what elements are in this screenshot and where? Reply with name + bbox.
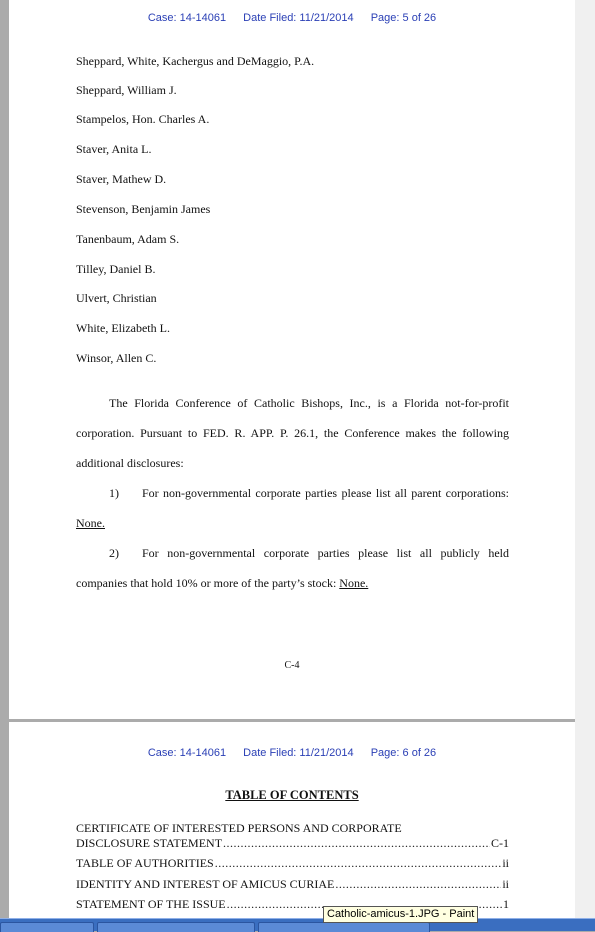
interested-person: Stampelos, Hon. Charles A. — [76, 112, 210, 126]
date-filed: Date Filed: 11/21/2014 — [243, 747, 354, 759]
date-filed: Date Filed: 11/21/2014 — [243, 12, 354, 24]
toc-entry-title: TABLE OF AUTHORITIES — [76, 856, 214, 870]
toc-leader — [215, 856, 502, 871]
item-number: 1) — [109, 486, 119, 500]
page-indicator: Page: 5 of 26 — [370, 12, 437, 24]
item-text: For non-governmental corporate parties please list all publicly held companies that hold 10% or more of the party’s stock: — [76, 546, 509, 590]
document-page-5 — [9, 0, 575, 719]
interested-person: Ulvert, Christian — [76, 291, 157, 305]
disclosure-item-1 — [76, 478, 509, 538]
toc-entry-title: STATEMENT OF THE ISSUE — [76, 897, 226, 911]
item-number: 2) — [109, 546, 119, 560]
toc-leader — [223, 836, 490, 851]
disclosure-item-2 — [76, 538, 509, 598]
interested-person: Sheppard, William J. — [76, 83, 177, 97]
case-number: Case: 14-14061 — [147, 747, 227, 759]
toc-leader — [335, 877, 501, 892]
disclosure-paragraph — [76, 388, 509, 478]
interested-person: Winsor, Allen C. — [76, 351, 157, 365]
taskbar-button[interactable] — [97, 922, 255, 932]
page-header — [9, 12, 575, 24]
toc-entry-line — [76, 821, 509, 836]
toc-entry-page: 1 — [503, 897, 509, 911]
page-indicator: Page: 6 of 26 — [370, 747, 437, 759]
window-tooltip: Catholic-amicus-1.JPG - Paint — [323, 906, 478, 923]
interested-person: Tilley, Daniel B. — [76, 262, 156, 276]
item-answer: None. — [76, 516, 105, 530]
document-page-6 — [9, 722, 575, 918]
taskbar-button[interactable] — [258, 922, 430, 932]
toc-entry-page: ii — [502, 877, 509, 891]
taskbar-button[interactable] — [0, 922, 94, 932]
case-number: Case: 14-14061 — [147, 12, 227, 24]
taskbar — [0, 918, 595, 931]
interested-person: White, Elizabeth L. — [76, 321, 170, 335]
toc-entry-title: DISCLOSURE STATEMENT — [76, 836, 223, 850]
interested-person: Staver, Anita L. — [76, 142, 152, 156]
interested-person: Sheppard, White, Kachergus and DeMaggio, P.A. — [76, 54, 315, 68]
interested-person: Stevenson, Benjamin James — [76, 202, 211, 216]
toc-title: TABLE OF CONTENTS — [225, 788, 359, 802]
toc-entry-page: ii — [502, 856, 509, 870]
interested-person: Tanenbaum, Adam S. — [76, 232, 180, 246]
toc-entry — [76, 856, 509, 871]
toc-entry-page: C-1 — [491, 836, 509, 850]
vertical-scrollbar[interactable] — [575, 0, 595, 918]
toc-entry-title-line1: CERTIFICATE OF INTERESTED PERSONS AND CORPORATE — [76, 821, 402, 835]
item-text: For non-governmental corporate parties please list all parent corporations: — [142, 486, 509, 500]
toc-entry — [76, 836, 509, 851]
toc-entry — [76, 877, 509, 892]
page-number: C-4 — [284, 660, 300, 671]
interested-person: Staver, Mathew D. — [76, 172, 167, 186]
toc-entry-title: IDENTITY AND INTEREST OF AMICUS CURIAE — [76, 877, 335, 891]
item-answer: None. — [339, 576, 369, 590]
disclosure-text: The Florida Conference of Catholic Bishops, Inc., is a Florida not-for-profit corporation. Pursuant to FED. R. APP. P. 26.1, the Conference makes the following additional disclosures: — [76, 396, 509, 470]
page-header — [9, 747, 575, 759]
